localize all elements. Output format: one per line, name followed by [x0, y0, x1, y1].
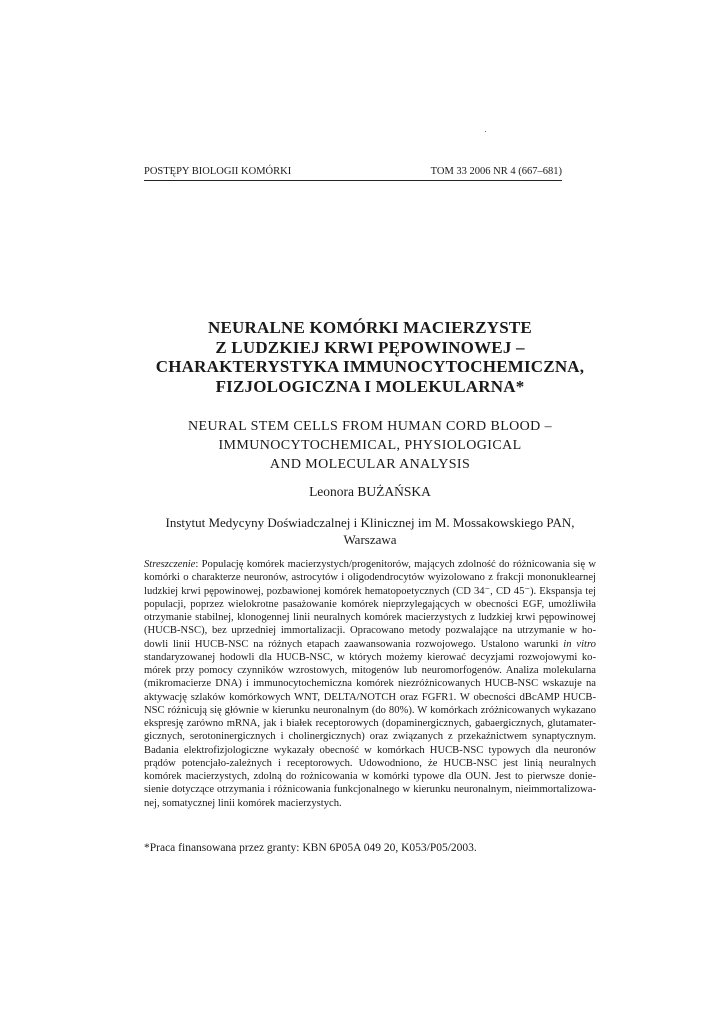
- journal-name: POSTĘPY BIOLOGII KOMÓRKI: [144, 166, 292, 177]
- abstract-line: ludzkiej krwi pępowinowej, pozbawionej komórek hematopoetycznych (CD 34⁻, CD 45⁻). Ekspansja tej: [144, 585, 596, 597]
- abstract-line: (mikromacierze DNA) i immunocytochemiczna komórek niezróżnicowanych HUCB-NSC wskazuje na: [144, 678, 596, 690]
- abstract-line: populacji, poprzez wielokrotne pasażowanie komórek nieprzylegających w obecności EGF, umożliwiła: [144, 598, 596, 610]
- abstract-line: gicznych, serotoninergicznych i cholinergicznych) oraz związanych z przekaźnictwem synaptycznym.: [144, 731, 596, 743]
- abstract-line: (HUCB-NSC), bez uprzedniej immortalizacji. Opracowano metody pozwalające na utrzymanie w ho-: [144, 625, 596, 637]
- volume-info: TOM 33 2006 NR 4 (667–681): [430, 166, 562, 177]
- running-header: [144, 166, 562, 181]
- abstract-line: sienie dotyczące otrzymania i różnicowania funkcjonalnego w kierunku neuronalnym, nieimmortalizowa-: [144, 784, 596, 796]
- abstract-line: dowli linii HUCB-NSC na różnych etapach zaawansowania rozwojowego. Ustalono warunki in vitro: [144, 638, 596, 650]
- title-pl-line: NEURALNE KOMÓRKI MACIERZYSTE: [208, 318, 532, 337]
- abstract-line: komórek macierzystych, zdolną do rożnicowania w komórki typowe dla OUN. Jest to pierwsze donie-: [144, 771, 596, 782]
- title-en-line: AND MOLECULAR ANALYSIS: [269, 457, 471, 472]
- stray-dot: [485, 131, 486, 132]
- title-pl-line: Z LUDZKIEJ KRWI PĘPOWINOWEJ –: [215, 337, 525, 357]
- abstract-line: nej, somatycznej linii komórek macierzystych.: [144, 797, 342, 809]
- abstract: [144, 558, 596, 810]
- abstract-label: Streszczenie: [144, 559, 196, 570]
- affiliation: [144, 514, 596, 548]
- title-pl-line: FIZJOLOGICZNA I MOLEKULARNA*: [215, 376, 525, 396]
- abstract-line: standaryzowanej hodowli dla HUCB-NSC, w których możemy kierować decyzjami rozwojowymi ko-: [144, 651, 596, 663]
- abstract-line: aktywację szlaków komórkowych WNT, DELTA/NOTCH oraz FGFR1. W obecności dBcAMP HUCB-: [144, 691, 596, 703]
- affiliation-line: Instytut Medycyny Doświadczalnej i Klinicznej im M. Mossakowskiego PAN,: [165, 515, 575, 530]
- abstract-line: komórki o charakterze neuronów, astrocytów i oligodendrocytów wyizolowano z frakcji mononuklearnej: [144, 572, 596, 584]
- abstract-line: ekspresję zarówno mRNA, jak i białek receptorowych (dopaminergicznych, gabaergicznych, glutamater-: [144, 718, 596, 729]
- abstract-line: Badania elektrofizjologiczne wykazały obecność w komórkach HUCB-NSC typowych dla neuronów: [144, 744, 596, 756]
- in-vitro-term: in vitro: [563, 638, 596, 650]
- affiliation-line: Warszawa: [343, 532, 397, 547]
- abstract-line: Streszczenie: Populację komórek macierzystych/progenitorów, mających zdolność do różnicowania się w: [144, 559, 596, 570]
- title-en-line: IMMUNOCYTOCHEMICAL, PHYSIOLOGICAL: [218, 438, 522, 453]
- title-pl-line: CHARAKTERYSTYKA IMMUNOCYTOCHEMICZNA,: [155, 357, 585, 376]
- footnote: *Praca finansowana przez granty: KBN 6P05A 049 20, K053/P05/2003.: [144, 842, 477, 854]
- author: Leonora BUŻAŃSKA: [309, 484, 431, 499]
- title-polish: [144, 318, 596, 396]
- abstract-line: otrzymanie stabilnej, klonogennej linii neuralnych komórek macierzystych z ludzkiej krwi pępowinowej: [144, 612, 596, 623]
- abstract-line: mórek przy pomocy czynników wzrostowych, mitogenów lub neuromorfogenów. Analiza molekularna: [144, 665, 596, 676]
- abstract-line: prądów potencjało-zależnych i receptorowych. Udowodniono, że HUCB-NSC jest linią neuralnych: [144, 757, 596, 769]
- title-en-line: NEURAL STEM CELLS FROM HUMAN CORD BLOOD –: [188, 419, 552, 434]
- abstract-line: NSC różnicują się głównie w kierunku neuronalnym (do 80%). W komórkach zróżnicowanych wykazano: [144, 704, 596, 716]
- title-english: [144, 417, 596, 474]
